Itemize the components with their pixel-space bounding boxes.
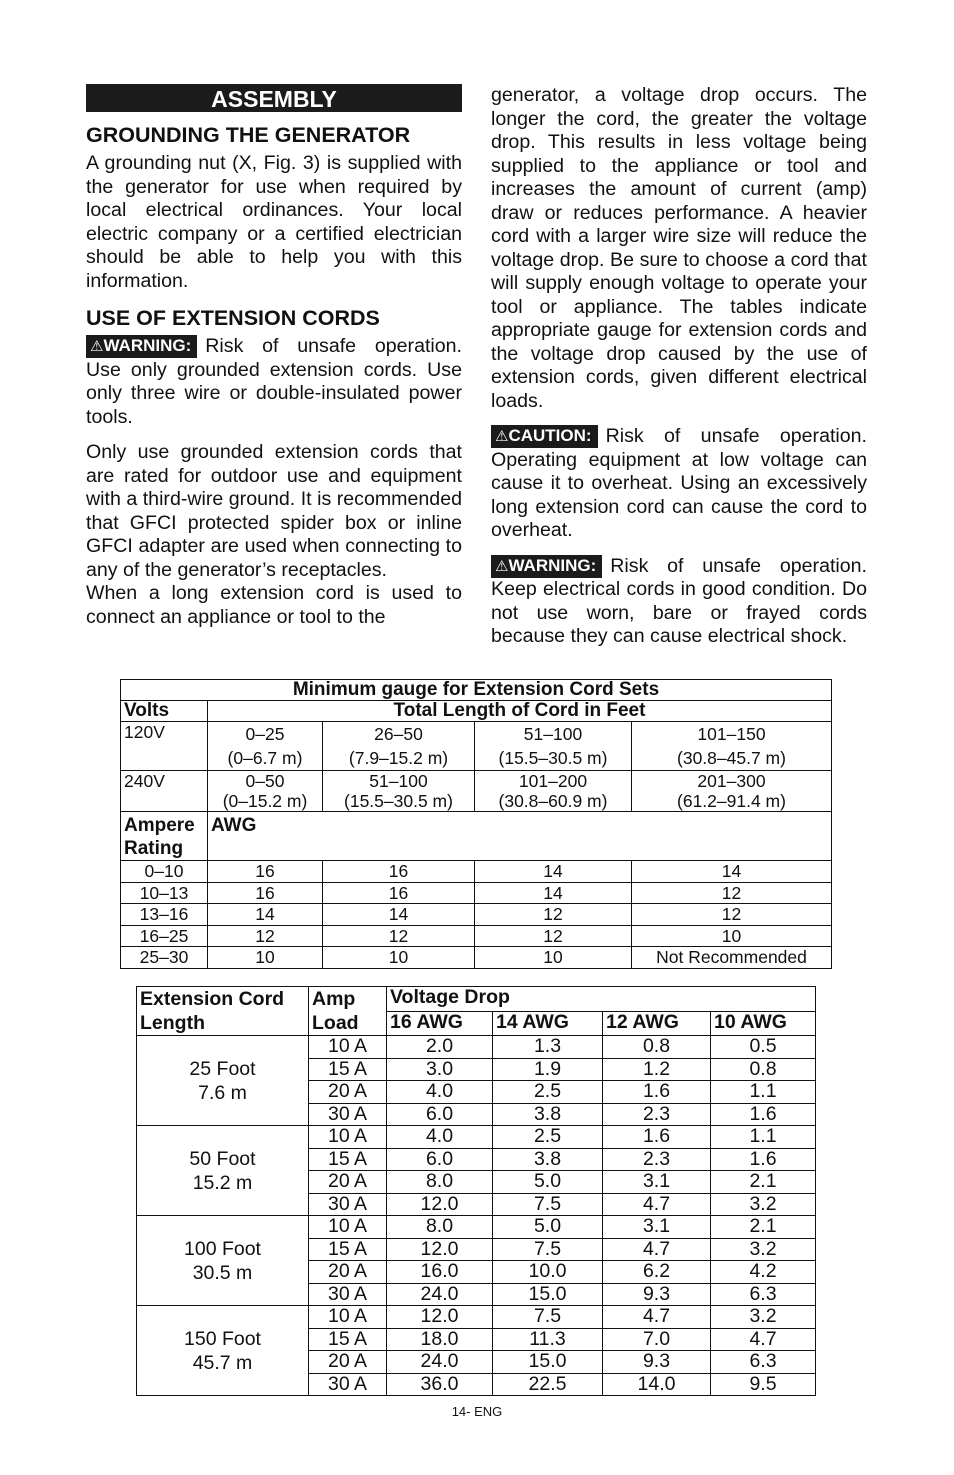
amp-load-cell: 20 A [309,1081,387,1104]
row-240v: 240V 0–50 (0–15.2 m) 51–100 (15.5–30.5 m) 101–200 (30.8–60.9 m) 201–300 (61.2–91.4 m) [121,771,832,812]
warning-text: Risk of unsafe operation. Use only grounded extension cords. Use only three wire or double-insulated power tools. [86,335,462,428]
section-banner: ASSEMBLY [86,84,462,112]
voltage-drop-cell: 3.1 [603,1171,711,1194]
voltage-drop-cell: 3.2 [711,1306,816,1329]
voltage-drop-cell: 7.5 [493,1193,603,1216]
awg-cell: 12 [475,904,632,926]
voltage-drop-cell: 2.3 [603,1148,711,1171]
voltage-drop-cell: 18.0 [387,1328,493,1351]
voltage-drop-cell: 15.0 [493,1283,603,1306]
voltage-drop-cell: 3.8 [493,1103,603,1126]
voltage-drop-cell: 2.3 [603,1103,711,1126]
awg-cell: 10 [208,947,323,969]
page-footer: 14- ENG [451,1404,503,1419]
voltage-drop-cell: 1.2 [603,1058,711,1081]
amp-load-header: Amp Load [309,987,387,1036]
voltage-drop-cell: 24.0 [387,1351,493,1374]
awg-cell: 10 [632,925,832,947]
amp-load-cell: 10 A [309,1126,387,1149]
gauge-header-10: 10 AWG [711,1011,816,1036]
amp-load-cell: 10 A [309,1216,387,1239]
cord-length-cell: 100 Foot 30.5 m [137,1216,309,1306]
voltage-drop-cell: 4.7 [603,1306,711,1329]
ampere-cell: 10–13 [121,882,208,904]
voltage-drop-cell: 22.5 [493,1373,603,1396]
voltage-drop-cell: 3.0 [387,1058,493,1081]
left-column [86,84,462,629]
awg-header: AWG [208,812,832,861]
voltage-drop-cell: 10.0 [493,1261,603,1284]
voltage-drop-cell: 1.1 [711,1126,816,1149]
voltage-drop-cell: 0.5 [711,1036,816,1059]
voltage-drop-cell: 3.1 [603,1216,711,1239]
gauge-header-14: 14 AWG [493,1011,603,1036]
caution-label: ⚠CAUTION: [491,425,598,448]
ampere-cell: 13–16 [121,904,208,926]
voltage-drop-cell: 6.3 [711,1283,816,1306]
warning2-label: ⚠WARNING: [491,555,602,578]
min-gauge-table [120,679,832,969]
voltage-drop-cell: 6.0 [387,1103,493,1126]
amp-load-cell: 30 A [309,1283,387,1306]
gauge-row [121,925,832,947]
voltage-drop-cell: 4.0 [387,1126,493,1149]
voltage-drop-cell: 6.0 [387,1148,493,1171]
voltage-drop-cell: 1.6 [711,1103,816,1126]
voltage-drop-cell: 16.0 [387,1261,493,1284]
amp-load-cell: 30 A [309,1373,387,1396]
voltage-drop-cell: 14.0 [603,1373,711,1396]
grounding-heading: GROUNDING THE GENERATOR [86,123,411,147]
length-header: Total Length of Cord in Feet [208,701,832,722]
voltage-drop-table [136,986,816,1396]
awg-cell: 10 [475,947,632,969]
gauge-row [121,947,832,969]
awg-cell: 12 [323,925,475,947]
voltage-drop-cell: 7.5 [493,1238,603,1261]
voltage-drop-cell: 1.6 [711,1148,816,1171]
drop-row [137,1036,816,1059]
voltage-drop-cell: 8.0 [387,1216,493,1239]
voltage-drop-cell: 36.0 [387,1373,493,1396]
cord-length-cell: 50 Foot 15.2 m [137,1126,309,1216]
voltage-drop-cell: 2.5 [493,1081,603,1104]
amp-load-cell: 20 A [309,1261,387,1284]
amp-load-cell: 10 A [309,1036,387,1059]
voltage-drop-cell: 8.0 [387,1171,493,1194]
ampere-cell: 0–10 [121,861,208,883]
awg-cell: 12 [208,925,323,947]
voltage-drop-cell: 15.0 [493,1351,603,1374]
cord-length-cell: 150 Foot 45.7 m [137,1306,309,1396]
voltage-drop-cell: 7.0 [603,1328,711,1351]
voltage-drop-cell: 1.6 [603,1081,711,1104]
voltage-drop-cell: 6.3 [711,1351,816,1374]
warning-label: ⚠WARNING: [86,335,197,358]
voltage-drop-cell: 1.9 [493,1058,603,1081]
ext-cord-length-header: Extension Cord Length [137,987,309,1036]
drop-row [137,1126,816,1149]
awg-cell: 14 [632,861,832,883]
voltage-drop-cell: 11.3 [493,1328,603,1351]
voltage-drop-cell: 24.0 [387,1283,493,1306]
warning-paragraph [86,335,462,429]
voltage-drop-cell: 7.5 [493,1306,603,1329]
warning-triangle-icon: ⚠ [90,338,104,355]
voltage-drop-cell: 12.0 [387,1193,493,1216]
voltage-drop-cell: 4.7 [603,1193,711,1216]
awg-cell: 14 [475,861,632,883]
voltage-drop-paragraph: generator, a voltage drop occurs. The longer the cord, the greater the voltage drop. This results in less voltage being supplied to the appliance or tool and increases the amount of current (amp) draw or reduces performance. A heavier cord with a larger wire size will reduce the voltage drop. Be sure to choose a cord that will supply enough voltage to operate your tool or appliance. The tables indicate appropriate gauge for extension cords and the voltage drop caused by the use of extension cords, given different electrical loads. [491,84,867,412]
voltage-drop-cell: 0.8 [603,1036,711,1059]
warning2-paragraph [491,555,867,649]
amp-load-cell: 30 A [309,1193,387,1216]
ampere-cell: 16–25 [121,925,208,947]
amp-load-cell: 15 A [309,1058,387,1081]
warning2-text: Risk of unsafe operation. Keep electrical cords in good condition. Do not use worn, bare or frayed cords because they can cause electrical shock. [491,554,867,647]
awg-cell: Not Recommended [632,947,832,969]
voltage-drop-cell: 4.2 [711,1261,816,1284]
drop-row [137,1306,816,1329]
voltage-drop-cell: 3.2 [711,1238,816,1261]
caution-paragraph [491,425,867,543]
awg-cell: 10 [323,947,475,969]
voltage-drop-cell: 4.0 [387,1081,493,1104]
voltage-drop-cell: 2.0 [387,1036,493,1059]
amp-load-cell: 20 A [309,1351,387,1374]
voltage-drop-cell: 2.1 [711,1216,816,1239]
row-120v: 120V 0–25 (0–6.7 m) 26–50 (7.9–15.2 m) 51–100 (15.5–30.5 m) 101–150 (30.8–45.7 m) [121,722,832,771]
awg-cell: 14 [323,904,475,926]
awg-cell: 14 [208,904,323,926]
voltage-drop-cell: 12.0 [387,1238,493,1261]
grounded-cords-paragraph: Only use grounded extension cords that are rated for outdoor use and equipment with a third-wire ground. It is recommended that GFCI protected spider box or inline GFCI adapter are used when connecting to any of the generator’s receptacles. [86,441,462,581]
voltage-drop-cell: 9.3 [603,1283,711,1306]
gauge-row [121,882,832,904]
volts-header: Volts [121,701,208,722]
right-column [491,84,867,649]
awg-cell: 12 [475,925,632,947]
voltage-drop-cell: 9.3 [603,1351,711,1374]
voltage-drop-cell: 4.7 [711,1328,816,1351]
voltage-drop-cell: 2.5 [493,1126,603,1149]
amp-load-cell: 15 A [309,1328,387,1351]
awg-cell: 16 [323,861,475,883]
awg-cell: 14 [475,882,632,904]
ampere-header: Ampere Rating [121,812,208,861]
gauge-header-16: 16 AWG [387,1011,493,1036]
awg-cell: 12 [632,882,832,904]
voltage-drop-header: Voltage Drop [387,987,816,1012]
voltage-drop-cell: 9.5 [711,1373,816,1396]
ampere-cell: 25–30 [121,947,208,969]
amp-load-cell: 15 A [309,1148,387,1171]
voltage-drop-cell: 3.2 [711,1193,816,1216]
long-cord-paragraph: When a long extension cord is used to connect an appliance or tool to the [86,582,462,628]
cord-length-cell: 25 Foot 7.6 m [137,1036,309,1126]
awg-cell: 16 [323,882,475,904]
voltage-drop-cell: 5.0 [493,1171,603,1194]
caution-text: Risk of unsafe operation. Operating equipment at low voltage can cause it to overheat. Using an excessively long extension cord can cause the cord to overheat. [491,425,867,541]
awg-cell: 16 [208,861,323,883]
voltage-drop-cell: 5.0 [493,1216,603,1239]
voltage-drop-cell: 1.6 [603,1126,711,1149]
amp-load-cell: 10 A [309,1306,387,1329]
amp-load-cell: 15 A [309,1238,387,1261]
gauge-row [121,904,832,926]
gauge-table-title: Minimum gauge for Extension Cord Sets [121,680,832,701]
awg-cell: 12 [632,904,832,926]
awg-cell: 16 [208,882,323,904]
gauge-header-12: 12 AWG [603,1011,711,1036]
voltage-drop-cell: 2.1 [711,1171,816,1194]
drop-row [137,1216,816,1239]
caution-triangle-icon: ⚠ [495,428,509,445]
grounding-text: A grounding nut (X, Fig. 3) is supplied with the generator for use when required by local electrical ordinances. Your local electric company or a certified electrician should be able to help you with this information. [86,152,462,292]
voltage-drop-cell: 1.1 [711,1081,816,1104]
voltage-drop-cell: 12.0 [387,1306,493,1329]
extension-cords-heading: USE OF EXTENSION CORDS [86,306,380,330]
voltage-drop-cell: 1.3 [493,1036,603,1059]
voltage-drop-cell: 0.8 [711,1058,816,1081]
amp-load-cell: 30 A [309,1103,387,1126]
gauge-row [121,861,832,883]
warning2-triangle-icon: ⚠ [495,557,509,575]
voltage-drop-cell: 6.2 [603,1261,711,1284]
amp-load-cell: 20 A [309,1171,387,1194]
voltage-drop-cell: 4.7 [603,1238,711,1261]
voltage-drop-cell: 3.8 [493,1148,603,1171]
